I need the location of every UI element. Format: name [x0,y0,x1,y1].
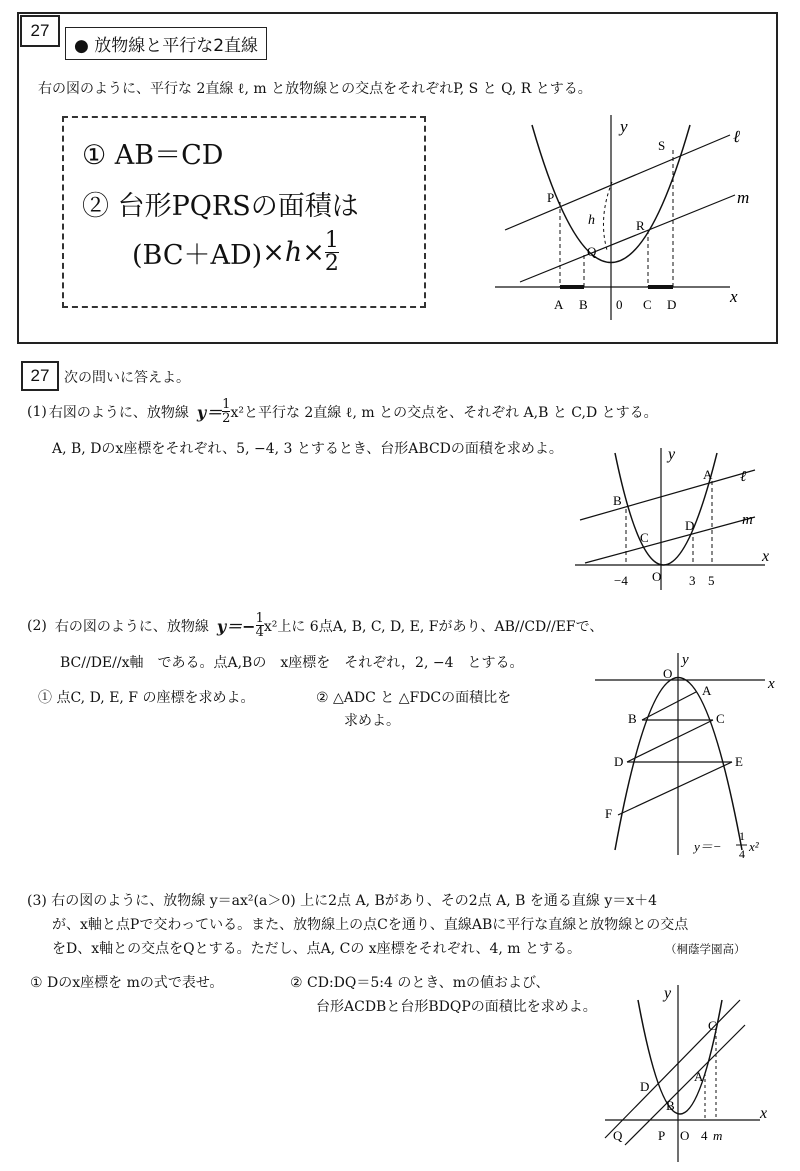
p2-eq-fraction [256,612,264,639]
p2-seg-EF [618,762,732,815]
p3-line3: をD、x軸との交点をQとする。ただし、点A, Cの x座標をそれぞれ、4, m とする。 [52,941,582,957]
problems-number: 27 [21,361,59,391]
p2-fig-eq-y: y＝− [694,839,722,854]
p2-fig-F: F [605,806,613,821]
p2-fig-eq-tail: x² [749,839,759,854]
p1-eq-y: y＝ [196,403,223,422]
p3-line-CD [605,1000,740,1138]
p2-eq-tail: x²上に 6点A, B, C, D, E, Fがあり、AB//CD//EFで、 [263,618,604,635]
p3-text-1: 右の図のように、放物線 y＝ax²(a＞0) 上に2点 A, Bがあり、その2点 A, B を通る直線 y＝x＋4 [51,893,658,909]
fig-label-m: m [737,188,750,207]
p2-fig-C: C [716,711,725,726]
formula-fraction [325,230,339,275]
fig-label-Q: Q [587,244,597,259]
p2-fig-eq-num: 1 [739,829,745,843]
p3-fig-D: D [640,1079,650,1094]
fig-label-l: ℓ [733,127,741,146]
p3-fig-Q: Q [613,1128,623,1143]
p1-fig-B: B [613,493,622,508]
p1-eq-tail: x²と平行な 2直線 ℓ, m との交点を、それぞれ A,B と C,D とする。 [230,404,658,421]
section-heading: ● 放物線と平行な2直線 [65,27,267,60]
p1-line1 [27,398,658,425]
p1-fig-l: ℓ [740,469,747,485]
problems-heading: 次の問いに答えよ。 [64,370,190,386]
p1-eq-fraction [222,398,230,425]
p2-text-a: 右の図のように、放物線 [54,618,209,635]
p3-fig-m: m [713,1128,723,1143]
p1-fig-t3: 5 [708,573,715,588]
fig-label-A: A [554,297,564,312]
line-m [520,195,735,282]
p2-line2: BC//DE//x軸 である。点A,Bの x座標を それぞれ，2, −4 とする。 [60,655,524,671]
formula-h: ×h× [262,237,325,268]
p2-fig-O: O [663,666,673,681]
key-point-2: ② 台形PQRSの面積は [82,191,359,222]
p1-fig-A: A [703,467,713,482]
formula-left: (BC＋AD) [132,240,263,271]
p2-figure [590,650,795,865]
p2-q1: ① 点C, D, E, F の座標を求めよ。 [38,690,255,706]
formula-numerator: 1 [324,228,339,253]
fig-label-S: S [658,138,666,153]
fig-label-h: h [588,213,595,228]
p3-fig-y: y [664,985,672,1002]
p2-fig-E: E [735,754,743,769]
p1-fig-t2: 3 [689,573,696,588]
p3-fig-A: A [694,1069,704,1084]
p2-q2b: 求めよ。 [344,713,400,729]
p2-line1 [27,612,603,639]
fig-label-x: x [730,287,738,306]
p3-q2a: ② CD:DQ＝5:4 のとき、mの値および、 [290,975,550,991]
p1-line-m [585,517,755,563]
fig-label-O: 0 [616,297,623,312]
p1-text-a: 右図のように、放物線 [48,404,189,421]
p1-fig-C: C [640,530,649,545]
p1-figure [570,445,785,595]
p1-line-l [580,470,755,520]
p1-fig-O: O [652,569,662,584]
p1-parabola [615,453,717,565]
p2-eq-num: 1 [255,611,264,626]
p2-label: (2) [27,617,47,634]
problem-number: 27 [20,15,60,47]
p1-label: (1) [27,403,47,420]
p3-label: (3) [27,893,47,909]
intro-text: 右の図のように、平行な 2直線 ℓ, m と放物線との交点をそれぞれP, S と Q, R とする。 [38,81,592,97]
p3-fig-4: 4 [701,1128,708,1143]
formula-denominator: 2 [324,251,339,276]
fig-label-P: P [547,190,555,205]
fig-label-D: D [667,297,677,312]
parallel-lines-figure [490,110,770,325]
p3-fig-C: C [708,1018,717,1033]
p3-fig-B: B [666,1098,675,1113]
p3-q1: ① Dのx座標を mの式で表せ。 [30,975,224,991]
p2-fig-x: x [768,676,775,692]
p1-fig-D: D [685,518,695,533]
p2-seg-AB [642,692,696,720]
p3-figure [600,980,790,1165]
p3-line2: が、x軸と点Pで交わっている。また、放物線上の点Cを通り、直線ABに平行な直線と放物線との交点 [52,917,689,933]
p1-eq-den: 2 [222,411,231,426]
p1-fig-m: m [742,512,753,528]
p2-fig-B: B [628,711,637,726]
p3-line1 [27,890,657,910]
p1-fig-y: y [668,446,676,463]
p3-q2b: 台形ACDBと台形BDQPの面積比を求めよ。 [316,999,597,1015]
p2-fig-D: D [614,754,624,769]
fig-label-C: C [643,297,652,312]
p3-fig-P: P [658,1128,666,1143]
p2-fig-y: y [682,652,689,668]
p1-fig-x: x [762,548,770,565]
p2-fig-eq-den: 4 [739,847,745,861]
p2-fig-A: A [702,683,712,698]
key-point-1: ① AB＝CD [82,140,224,171]
p3-fig-x: x [760,1105,768,1122]
p3-fig-O: O [680,1128,690,1143]
p1-eq-num: 1 [222,397,231,412]
area-formula [132,230,339,275]
p3-source: （桐蔭学園高） [665,942,746,956]
p1-fig-t1: −4 [614,573,628,588]
p2-q2a: ② △ADC と △FDCの面積比を [316,690,512,706]
fig-label-y: y [620,117,628,136]
p2-eq-den: 4 [255,625,264,640]
p1-line2: A, B, Dのx座標をそれぞれ、5, −4, 3 とするとき、台形ABCDの面積を求めよ。 [52,441,563,457]
fig-label-B: B [579,297,588,312]
fig-label-R: R [636,218,645,233]
p2-eq-y: y＝− [216,617,256,636]
